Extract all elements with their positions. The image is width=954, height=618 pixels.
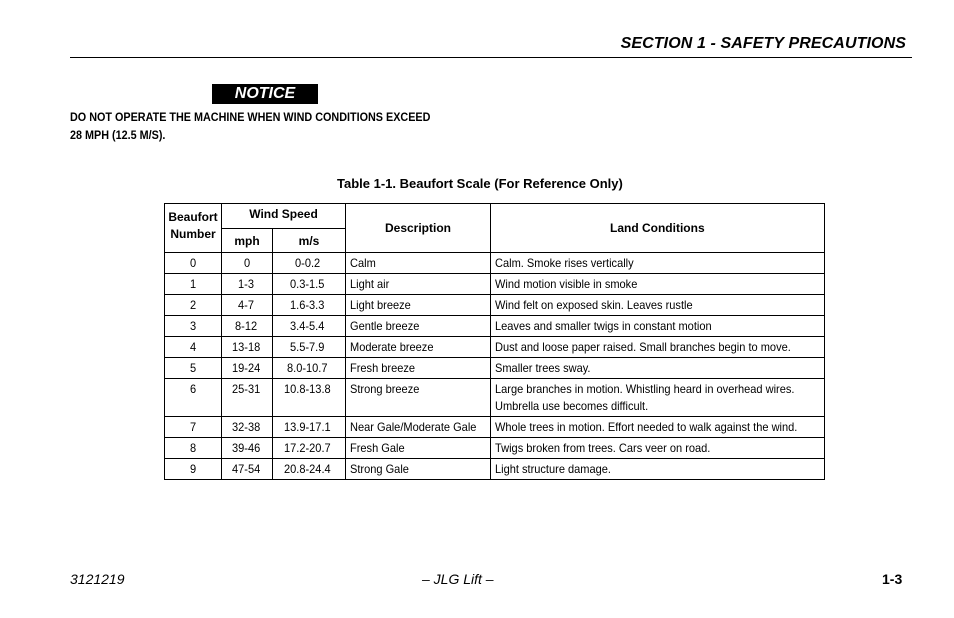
cell-ms-text: 3.4-5.4 bbox=[290, 319, 325, 333]
table-row bbox=[165, 316, 825, 337]
table-row bbox=[165, 459, 825, 480]
cell-description-text: Strong Gale bbox=[350, 462, 409, 476]
header-ms: m/s bbox=[273, 229, 346, 253]
cell-land-conditions-text: Smaller trees sway. bbox=[495, 361, 591, 375]
cell-beaufort-number-text: 8 bbox=[189, 441, 196, 455]
cell-ms-text: 5.5-7.9 bbox=[290, 340, 325, 354]
cell-description bbox=[346, 417, 491, 438]
cell-mph-text: 0 bbox=[243, 256, 250, 270]
cell-land-conditions bbox=[491, 358, 825, 379]
cell-mph bbox=[222, 379, 273, 417]
header-beaufort-number bbox=[165, 204, 222, 253]
cell-land-conditions-text: Large branches in motion. Whistling heard in overhead wires. bbox=[495, 382, 795, 396]
cell-ms-text: 13.9-17.1 bbox=[283, 420, 331, 434]
cell-land-conditions bbox=[491, 459, 825, 480]
cell-land-conditions-text-line-2: Umbrella use becomes difficult. bbox=[495, 399, 649, 413]
cell-description bbox=[346, 274, 491, 295]
cell-land-conditions bbox=[491, 337, 825, 358]
table-row bbox=[165, 253, 825, 274]
cell-mph-text: 47-54 bbox=[231, 462, 260, 476]
cell-mph-text: 13-18 bbox=[231, 340, 260, 354]
cell-mph-text: 19-24 bbox=[231, 361, 260, 375]
cell-beaufort-number-text: 3 bbox=[189, 319, 196, 333]
cell-mph-text: 4-7 bbox=[238, 298, 255, 312]
cell-description-text: Moderate breeze bbox=[350, 340, 434, 354]
beaufort-table bbox=[164, 203, 825, 480]
cell-beaufort-number bbox=[165, 253, 222, 274]
cell-mph bbox=[222, 438, 273, 459]
table-row bbox=[165, 379, 825, 417]
header-wind-speed: Wind Speed bbox=[222, 204, 346, 229]
cell-ms bbox=[273, 459, 346, 480]
cell-description-text: Light air bbox=[350, 277, 390, 291]
cell-mph-text: 8-12 bbox=[234, 319, 258, 333]
table-caption: Table 1-1. Beaufort Scale (For Reference Only) bbox=[337, 176, 623, 191]
cell-land-conditions-text: Calm. Smoke rises vertically bbox=[495, 256, 634, 270]
cell-description-text: Near Gale/Moderate Gale bbox=[350, 420, 477, 434]
cell-land-conditions-text: Light structure damage. bbox=[495, 462, 611, 476]
table-row bbox=[165, 358, 825, 379]
cell-land-conditions-text: Whole trees in motion. Effort needed to walk against the wind. bbox=[495, 420, 798, 434]
cell-description-text: Light breeze bbox=[350, 298, 411, 312]
header-divider bbox=[70, 57, 912, 58]
header-beaufort-line-1: Beaufort bbox=[168, 210, 218, 224]
beaufort-table-body bbox=[165, 253, 825, 480]
table-row bbox=[165, 438, 825, 459]
cell-beaufort-number bbox=[165, 459, 222, 480]
page-number: 1-3 bbox=[882, 571, 903, 587]
cell-ms-text: 20.8-24.4 bbox=[283, 462, 331, 476]
table-row bbox=[165, 295, 825, 316]
cell-beaufort-number-text: 2 bbox=[189, 298, 196, 312]
cell-beaufort-number-text: 5 bbox=[189, 361, 196, 375]
cell-ms bbox=[273, 316, 346, 337]
cell-land-conditions bbox=[491, 274, 825, 295]
cell-mph-text: 25-31 bbox=[231, 382, 260, 396]
cell-beaufort-number bbox=[165, 379, 222, 417]
cell-beaufort-number-text: 9 bbox=[189, 462, 196, 476]
cell-beaufort-number bbox=[165, 358, 222, 379]
cell-beaufort-number-text: 6 bbox=[189, 382, 196, 396]
cell-description-text: Calm bbox=[350, 256, 376, 270]
cell-land-conditions bbox=[491, 316, 825, 337]
cell-beaufort-number bbox=[165, 274, 222, 295]
cell-beaufort-number bbox=[165, 438, 222, 459]
cell-beaufort-number bbox=[165, 337, 222, 358]
cell-land-conditions-text: Wind motion visible in smoke bbox=[495, 277, 638, 291]
cell-ms-text: 17.2-20.7 bbox=[283, 441, 331, 455]
cell-ms bbox=[273, 295, 346, 316]
notice-text-line-1: DO NOT OPERATE THE MACHINE WHEN WIND CONDITIONS EXCEED bbox=[70, 110, 431, 124]
cell-land-conditions-text: Dust and loose paper raised. Small branches begin to move. bbox=[495, 340, 791, 354]
cell-land-conditions bbox=[491, 417, 825, 438]
cell-land-conditions-text: Twigs broken from trees. Cars veer on road. bbox=[495, 441, 711, 455]
cell-description-text: Strong breeze bbox=[350, 382, 420, 396]
cell-mph-text: 1-3 bbox=[238, 277, 255, 291]
cell-mph bbox=[222, 295, 273, 316]
header-beaufort-line-2: Number bbox=[170, 227, 216, 241]
cell-land-conditions bbox=[491, 379, 825, 417]
cell-mph-text: 39-46 bbox=[231, 441, 260, 455]
cell-description bbox=[346, 295, 491, 316]
cell-ms bbox=[273, 274, 346, 295]
cell-mph bbox=[222, 253, 273, 274]
table-row bbox=[165, 417, 825, 438]
cell-beaufort-number-text: 4 bbox=[189, 340, 196, 354]
section-title: SECTION 1 - SAFETY PRECAUTIONS bbox=[620, 35, 906, 52]
table-row bbox=[165, 274, 825, 295]
cell-mph bbox=[222, 316, 273, 337]
table-row bbox=[165, 337, 825, 358]
cell-ms-text: 0.3-1.5 bbox=[290, 277, 325, 291]
cell-description bbox=[346, 379, 491, 417]
header-mph: mph bbox=[222, 229, 273, 253]
cell-mph bbox=[222, 274, 273, 295]
cell-ms-text: 0-0.2 bbox=[295, 256, 321, 270]
cell-land-conditions bbox=[491, 438, 825, 459]
cell-beaufort-number-text: 7 bbox=[189, 420, 196, 434]
header-description: Description bbox=[346, 204, 491, 253]
cell-ms bbox=[273, 358, 346, 379]
cell-description bbox=[346, 253, 491, 274]
notice-text bbox=[70, 108, 470, 144]
cell-mph bbox=[222, 459, 273, 480]
cell-beaufort-number-text: 0 bbox=[189, 256, 196, 270]
cell-ms bbox=[273, 438, 346, 459]
document-number: 3121219 bbox=[70, 571, 125, 587]
cell-ms bbox=[273, 337, 346, 358]
cell-land-conditions-text: Wind felt on exposed skin. Leaves rustle bbox=[495, 298, 693, 312]
cell-ms bbox=[273, 417, 346, 438]
cell-beaufort-number bbox=[165, 417, 222, 438]
cell-mph bbox=[222, 337, 273, 358]
cell-description-text: Fresh Gale bbox=[350, 441, 405, 455]
cell-land-conditions bbox=[491, 295, 825, 316]
cell-mph bbox=[222, 358, 273, 379]
notice-label: NOTICE bbox=[212, 84, 318, 104]
header-land-conditions: Land Conditions bbox=[491, 204, 825, 253]
cell-description-text: Fresh breeze bbox=[350, 361, 416, 375]
cell-description bbox=[346, 459, 491, 480]
cell-ms bbox=[273, 379, 346, 417]
cell-land-conditions-text: Leaves and smaller twigs in constant motion bbox=[495, 319, 712, 333]
cell-ms-text: 1.6-3.3 bbox=[290, 298, 325, 312]
cell-mph bbox=[222, 417, 273, 438]
cell-beaufort-number bbox=[165, 295, 222, 316]
cell-description bbox=[346, 438, 491, 459]
cell-description-text: Gentle breeze bbox=[350, 319, 420, 333]
cell-beaufort-number bbox=[165, 316, 222, 337]
cell-land-conditions bbox=[491, 253, 825, 274]
cell-beaufort-number-text: 1 bbox=[189, 277, 196, 291]
cell-description bbox=[346, 337, 491, 358]
footer-brand: – JLG Lift – bbox=[422, 571, 494, 587]
cell-description bbox=[346, 316, 491, 337]
cell-description bbox=[346, 358, 491, 379]
cell-ms-text: 8.0-10.7 bbox=[286, 361, 328, 375]
notice-text-line-2: 28 MPH (12.5 M/S). bbox=[70, 128, 166, 142]
cell-mph-text: 32-38 bbox=[231, 420, 260, 434]
cell-ms-text: 10.8-13.8 bbox=[283, 382, 331, 396]
cell-ms bbox=[273, 253, 346, 274]
